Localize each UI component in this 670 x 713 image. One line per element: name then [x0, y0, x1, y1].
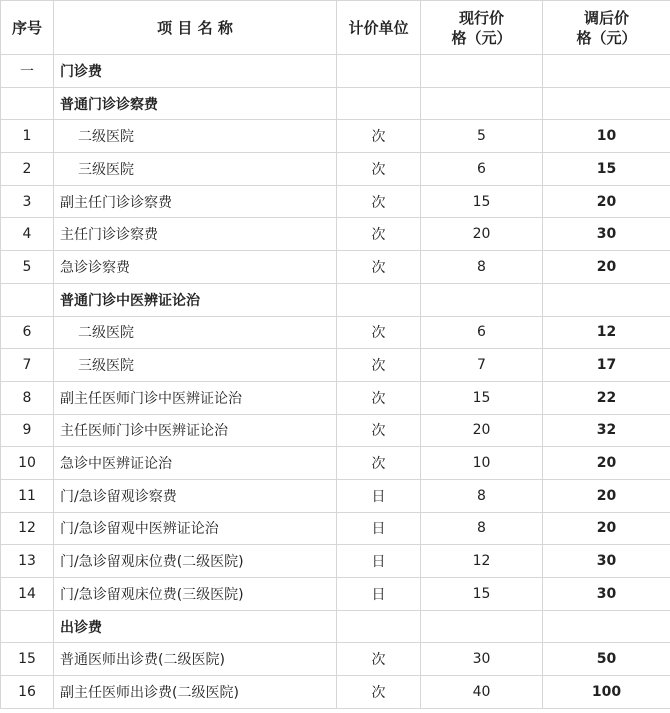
row-seq: 12	[1, 512, 54, 545]
row-seq: 1	[1, 120, 54, 153]
row-name: 门诊费	[54, 55, 337, 88]
row-unit	[337, 283, 421, 316]
row-name: 门/急诊留观床位费(二级医院)	[54, 545, 337, 578]
row-current-price: 8	[421, 251, 543, 284]
row-unit: 日	[337, 578, 421, 611]
row-new-price: 17	[543, 349, 670, 382]
row-new-price: 50	[543, 643, 670, 676]
row-seq: 9	[1, 414, 54, 447]
row-name: 二级医院	[54, 120, 337, 153]
row-new-price: 20	[543, 512, 670, 545]
row-name: 门/急诊留观中医辨证论治	[54, 512, 337, 545]
row-seq: 4	[1, 218, 54, 251]
row-new-price: 20	[543, 185, 670, 218]
table-row	[1, 578, 670, 611]
table-row	[1, 185, 670, 218]
row-name: 普通门诊诊察费	[54, 87, 337, 120]
row-new-price	[543, 55, 670, 88]
row-unit: 次	[337, 153, 421, 186]
row-new-price: 20	[543, 447, 670, 480]
header-seq: 序号	[1, 1, 54, 55]
row-unit: 次	[337, 218, 421, 251]
row-name: 普通门诊中医辨证论治	[54, 283, 337, 316]
row-seq: 10	[1, 447, 54, 480]
header-current-price	[421, 1, 543, 55]
row-current-price	[421, 283, 543, 316]
table-row	[1, 120, 670, 153]
header-name: 项 目 名 称	[54, 1, 337, 55]
row-name: 门/急诊留观床位费(三级医院)	[54, 578, 337, 611]
row-name: 出诊费	[54, 610, 337, 643]
row-current-price: 7	[421, 349, 543, 382]
row-seq: 一	[1, 55, 54, 88]
table-row	[1, 153, 670, 186]
row-current-price: 8	[421, 479, 543, 512]
row-new-price	[543, 87, 670, 120]
row-unit: 次	[337, 414, 421, 447]
row-new-price: 30	[543, 545, 670, 578]
row-unit: 次	[337, 447, 421, 480]
table-row	[1, 643, 670, 676]
table-row	[1, 545, 670, 578]
row-unit: 日	[337, 479, 421, 512]
row-seq: 6	[1, 316, 54, 349]
row-name: 副主任医师出诊费(二级医院)	[54, 676, 337, 709]
row-unit: 次	[337, 381, 421, 414]
row-seq: 15	[1, 643, 54, 676]
row-new-price: 20	[543, 479, 670, 512]
row-new-price: 32	[543, 414, 670, 447]
header-new-price	[543, 1, 670, 55]
row-new-price: 30	[543, 218, 670, 251]
table-row	[1, 283, 670, 316]
row-seq: 5	[1, 251, 54, 284]
row-seq: 11	[1, 479, 54, 512]
row-name: 副主任医师门诊中医辨证论治	[54, 381, 337, 414]
header-new-price-line2: 格（元）	[576, 28, 637, 47]
row-new-price: 100	[543, 676, 670, 709]
row-name: 主任门诊诊察费	[54, 218, 337, 251]
row-seq	[1, 610, 54, 643]
row-current-price	[421, 87, 543, 120]
row-new-price	[543, 283, 670, 316]
row-current-price: 40	[421, 676, 543, 709]
row-current-price: 6	[421, 316, 543, 349]
row-unit: 次	[337, 643, 421, 676]
row-seq: 13	[1, 545, 54, 578]
row-name: 三级医院	[54, 349, 337, 382]
row-name: 门/急诊留观诊察费	[54, 479, 337, 512]
row-current-price	[421, 610, 543, 643]
row-new-price: 20	[543, 251, 670, 284]
table-row	[1, 512, 670, 545]
header-unit: 计价单位	[337, 1, 421, 55]
row-new-price: 12	[543, 316, 670, 349]
row-unit: 次	[337, 316, 421, 349]
row-current-price: 15	[421, 185, 543, 218]
table-header-row	[1, 1, 670, 55]
row-new-price: 15	[543, 153, 670, 186]
row-new-price: 30	[543, 578, 670, 611]
table-row	[1, 414, 670, 447]
row-current-price	[421, 55, 543, 88]
row-seq: 8	[1, 381, 54, 414]
row-current-price: 20	[421, 218, 543, 251]
table-row	[1, 55, 670, 88]
table-row	[1, 87, 670, 120]
row-current-price: 15	[421, 578, 543, 611]
row-name: 副主任门诊诊察费	[54, 185, 337, 218]
row-current-price: 30	[421, 643, 543, 676]
row-unit: 次	[337, 120, 421, 153]
row-current-price: 8	[421, 512, 543, 545]
row-unit	[337, 55, 421, 88]
row-unit: 次	[337, 185, 421, 218]
row-current-price: 5	[421, 120, 543, 153]
row-name: 二级医院	[54, 316, 337, 349]
row-current-price: 12	[421, 545, 543, 578]
row-unit: 次	[337, 676, 421, 709]
table-row	[1, 218, 670, 251]
row-new-price: 10	[543, 120, 670, 153]
row-seq: 2	[1, 153, 54, 186]
table-row	[1, 381, 670, 414]
table-row	[1, 316, 670, 349]
header-current-price-line1: 现行价	[458, 8, 504, 27]
table-row	[1, 676, 670, 709]
header-new-price-line1: 调后价	[583, 8, 629, 27]
table-row	[1, 447, 670, 480]
row-unit: 日	[337, 512, 421, 545]
row-unit: 次	[337, 349, 421, 382]
table-row	[1, 479, 670, 512]
row-name: 主任医师门诊中医辨证论治	[54, 414, 337, 447]
row-name: 急诊诊察费	[54, 251, 337, 284]
table-row	[1, 610, 670, 643]
row-current-price: 15	[421, 381, 543, 414]
row-current-price: 20	[421, 414, 543, 447]
row-unit	[337, 610, 421, 643]
row-name: 普通医师出诊费(二级医院)	[54, 643, 337, 676]
row-unit: 次	[337, 251, 421, 284]
table-body	[1, 55, 670, 709]
row-seq: 14	[1, 578, 54, 611]
row-name: 急诊中医辨证论治	[54, 447, 337, 480]
row-new-price: 22	[543, 381, 670, 414]
row-seq	[1, 283, 54, 316]
row-name: 三级医院	[54, 153, 337, 186]
row-current-price: 10	[421, 447, 543, 480]
row-seq	[1, 87, 54, 120]
row-new-price	[543, 610, 670, 643]
row-seq: 16	[1, 676, 54, 709]
header-current-price-line2: 格（元）	[451, 28, 512, 47]
row-unit	[337, 87, 421, 120]
row-seq: 7	[1, 349, 54, 382]
row-unit: 日	[337, 545, 421, 578]
row-seq: 3	[1, 185, 54, 218]
table-row	[1, 251, 670, 284]
row-current-price: 6	[421, 153, 543, 186]
table-row	[1, 349, 670, 382]
